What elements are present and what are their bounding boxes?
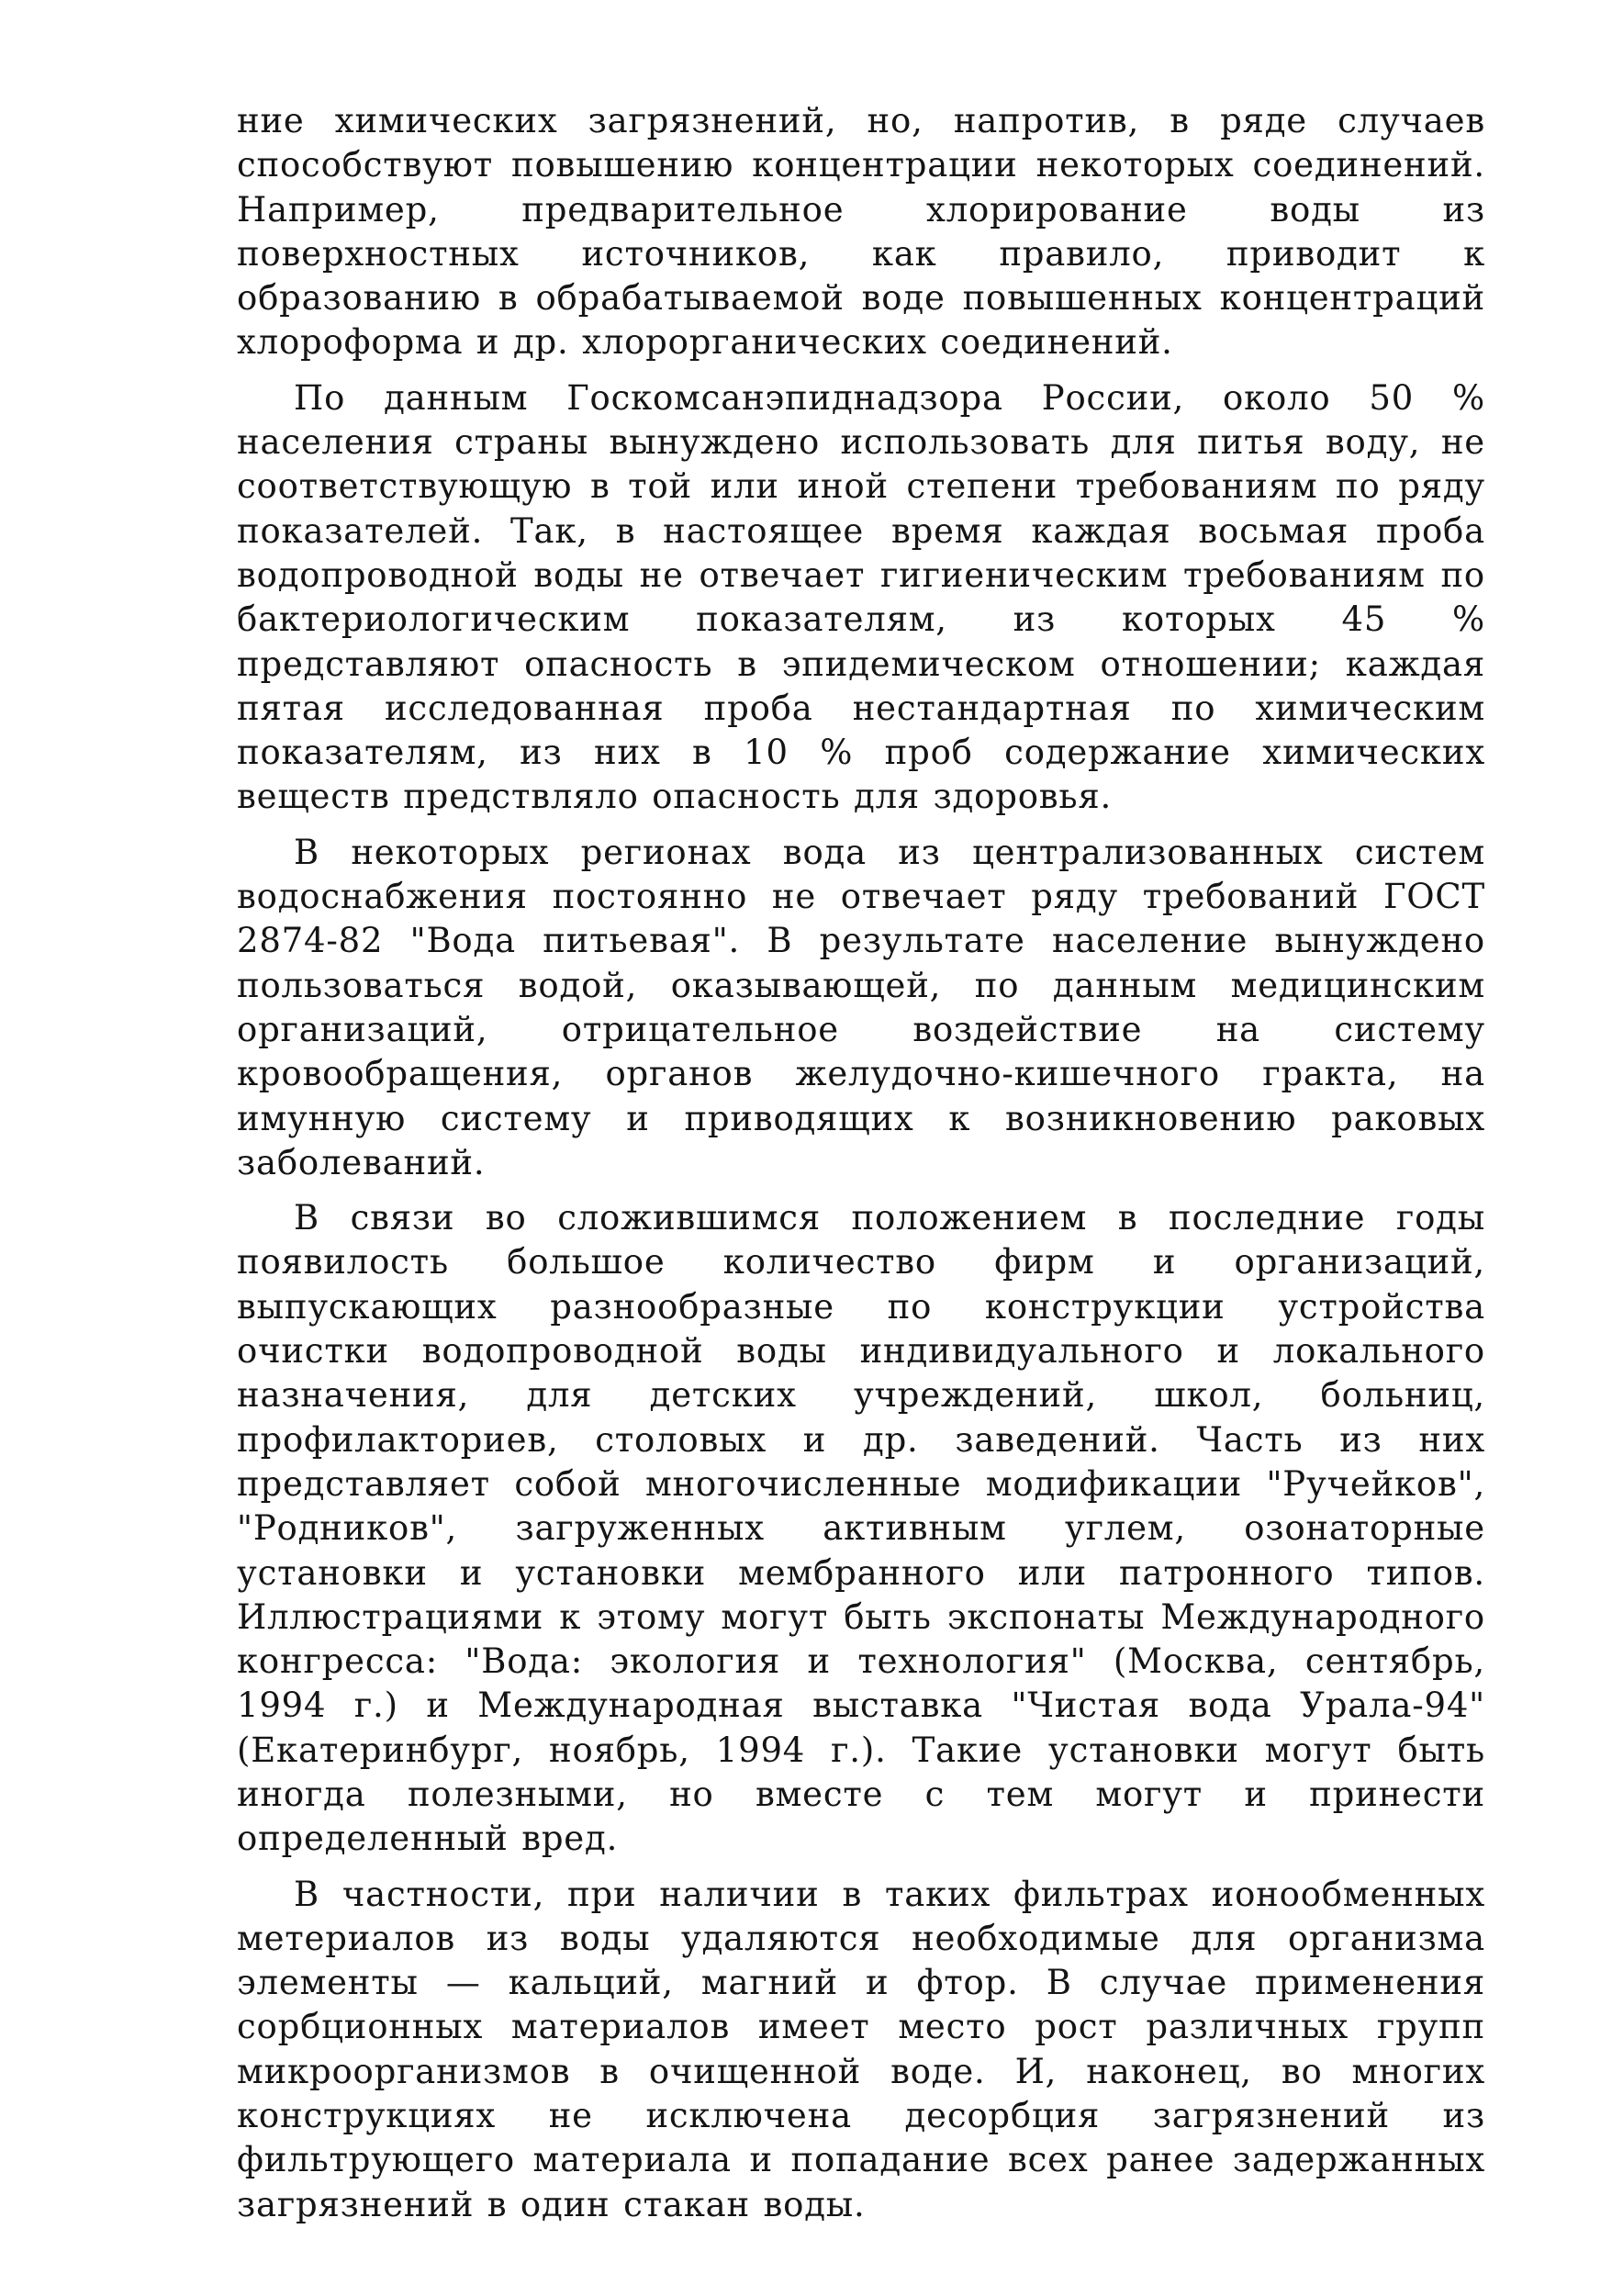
paragraph-5: В частности, при наличии в таких фильтрах ионообменных метериалов из воды удаляются необходимые для организма элементы — кальций, магний и фтор. В случае применения сорбционных материалов имеет место рост различных групп микроорганизмов в очищенной воде. И, наконец, во многих конструкциях не исключена десорбция загрязнений из фильтрующего материала и попадание всех ранее задержанных загрязнений в один стакан воды.	[237, 1874, 1485, 2224]
paragraph-1: ние химических загрязнений, но, напротив, в ряде случаев способствуют повышению концентрации некоторых соединений. Например, предварительное хлорирование воды из поверхностных источников, как правило, приводит к образованию в обрабатываемой воде повышенных концентраций хлороформа и др. хлорорганических соединений.	[237, 101, 1485, 363]
paragraph-2: По данным Госкомсанэпиднадзора России, около 50 % населения страны вынуждено использовать для питья воду, не соответствующую в той или иной степени требованиям по ряду показателей. Так, в настоящее время каждая восьмая проба водопроводной воды не отвечает гигиеническим требованиям по бактериологическим показателям, из которых 45 % представляют опасность в эпидемическом отношении; каждая пятая исследованная проба нестандартная по химическим показателям, из них в 10 % проб содержание химических веществ предствляло опасность для здоровья.	[237, 377, 1485, 817]
document-text	[237, 99, 1485, 2238]
paragraph-3: В некоторых регионах вода из централизованных систем водоснабжения постоянно не отвечает ряду требований ГОСТ 2874-82 "Вода питьевая". В результате население вынуждено пользоваться водой, оказывающей, по данным медицинским организаций, отрицательное воздействие на систему кровообращения, органов желудочно-кишечного гракта, на имунную систему и приводящих к возникновению раковых заболеваний.	[237, 832, 1485, 1182]
paragraph-4: В связи во сложившимся положением в последние годы появилость большое количество фирм и организаций, выпускающих разнообразные по конструкции устройства очистки водопроводной воды индивидуального и локального назначения, для детских учреждений, школ, больниц, профилакториев, столовых и др. заведений. Часть из них представляет собой многочисленные модификации "Ручейков", "Родников", загруженных активным углем, озонаторные установки и установки мембранного или патронного типов. Иллюстрациями к этому могут быть экспонаты Международного конгресса: "Вода: экология и технология" (Москва, сентябрь, 1994 г.) и Международная выставка "Чистая вода Урала-94" (Екатеринбург, ноябрь, 1994 г.). Такие установки могут быть иногда полезными, но вместе с тем могут и принести определенный вред.	[237, 1198, 1485, 1859]
